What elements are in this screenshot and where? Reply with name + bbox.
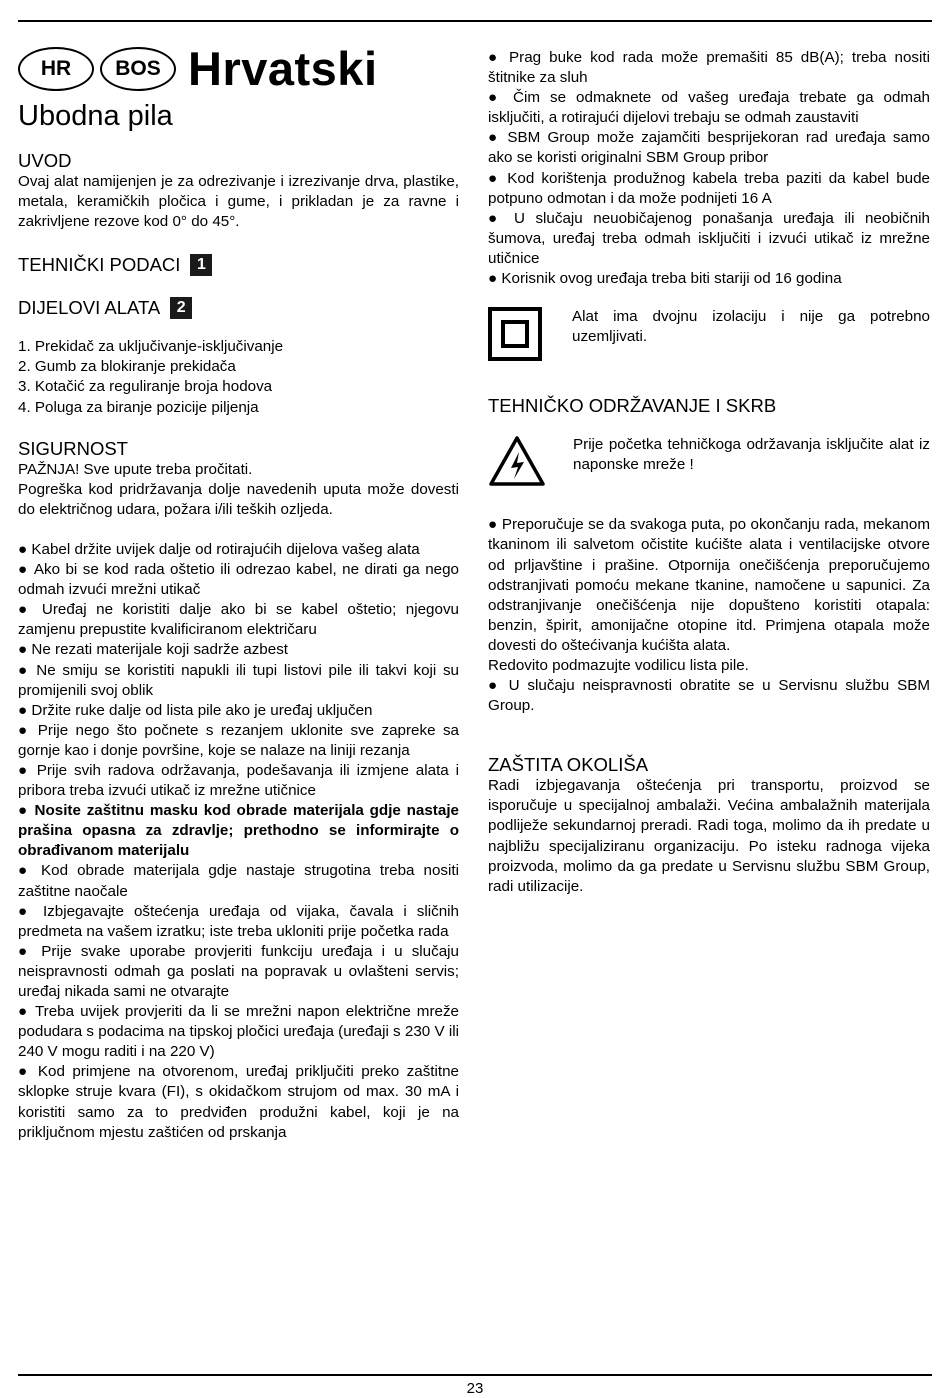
intro-text: Ovaj alat namijenjen je za odrezivanje i izrezivanje drva, plastike, metala, keramičkih pločica i gume, i prikladan je za ravne i zakrivljene rezove kod 0° do 45°.: [18, 173, 459, 231]
double-insulation-text: Alat ima dvojnu izolaciju i nije ga potrebno uzemljivati.: [572, 308, 930, 346]
list-item: ● U slučaju neispravnosti obratite se u Servisnu službu SBM Group.: [488, 676, 930, 716]
language-badge-hr: HR: [18, 47, 94, 91]
safety-heading-text: SIGURNOST: [18, 437, 128, 459]
list-item: ● Ne rezati materijale koji sadrže azbest: [18, 640, 459, 660]
list-item: ● Ne smiju se koristiti napukli ili tupi listovi pile ili takvi koji su promijenili svoj oblik: [18, 661, 459, 701]
parts-heading-text: DIJELOVI ALATA: [18, 297, 161, 319]
list-item: 2. Gumb za blokiranje prekidača: [18, 358, 236, 376]
document-title: Ubodna pila: [18, 100, 173, 132]
warning-line: Pogreška kod pridržavanja dolje navedenih uputa može dovesti do električnog udara, požara i/ili teških ozljeda.: [18, 480, 459, 518]
maintenance-heading-text: TEHNIČKO ODRŽAVANJE I SKRB: [488, 395, 777, 417]
maintenance-warning-text: Prije početka tehničkoga održavanja isključite alat iz naponske mreže !: [573, 436, 930, 474]
safety-bullet-list-continued: [488, 48, 930, 289]
language-badge-bos: BOS: [100, 47, 176, 91]
list-item: ● Kod obrade materijala gdje nastaje strugotina treba nositi zaštitne naočale: [18, 861, 459, 901]
list-item: ● Izbjegavajte oštećenja uređaja od vijaka, čavala i sličnih predmeta na vašem izratku; iste treba ukloniti prije početka rada: [18, 902, 459, 942]
list-item: ● U slučaju neuobičajenog ponašanja uređaja ili neobičnih šumova, uređaj treba odmah isključiti i izvući utikač iz mrežne utičnice: [488, 209, 930, 269]
list-item: ● Uređaj ne koristiti dalje ako bi se kabel oštetio; njegovu zamjenu prepustite kvalificiranom električaru: [18, 600, 459, 640]
environment-heading: [488, 754, 930, 776]
maintenance-heading: [488, 395, 930, 417]
double-insulation-note: [488, 307, 930, 367]
page-number: 23: [466, 1380, 484, 1397]
maintenance-warning: [488, 435, 930, 493]
double-insulation-icon: [488, 307, 572, 367]
maintenance-body: [488, 515, 930, 716]
intro-heading: [18, 150, 459, 172]
list-item: ● Kabel držite uvijek dalje od rotirajućih dijelova vašeg alata: [18, 540, 459, 560]
technical-heading-text: TEHNIČKI PODACI: [18, 254, 181, 276]
environment-text: Radi izbjegavanja oštećenja pri transportu, proizvod se isporučuje u specijalnoj ambalaži. Većina ambalažnih materijala podliježe sekundarnoj preradi. Radi toga, molimo da ih predate u najbližu specijaliziranu organizaciju. Po isteku radnoga vijeka proizvoda, molimo da ga predate u Servisnu službu SBM Group, radi utilizacije.: [488, 777, 930, 895]
safety-bullet-list: [18, 540, 459, 1143]
parts-heading: [18, 297, 459, 319]
list-item: ● Držite ruke dalje od lista pile ako je uređaj uključen: [18, 701, 459, 721]
list-item: ● Treba uvijek provjeriti da li se mrežni napon električne mreže podudara s podacima na tipskoj pločici uređaja (uređaji s 230 V ili 240 V mogu raditi i na 220 V): [18, 1002, 459, 1062]
parts-list: [18, 337, 459, 417]
maintenance-line: Redovito podmazujte vodilicu lista pile.: [488, 656, 749, 674]
list-item: ● Prije svih radova održavanja, podešavanja ili izmjene alata i pribora treba izvući utikač iz mrežne utičnice: [18, 761, 459, 801]
list-item: ● Kod korištenja produžnog kabela treba paziti da kabel bude potpuno odmotan i da može podnijeti 16 A: [488, 169, 930, 209]
list-item: ● Kod primjene na otvorenom, uređaj priključiti preko zaštitne sklopke struje kvara (FI), s okidačkom strujom od max. 30 mA i koristiti samo za to predviđen produžni kabel, koji je na priključnom mjestu zaštićen od prskanja: [18, 1062, 459, 1142]
list-item: ● Ako bi se kod rada oštetio ili odrezao kabel, ne dirati ga nego odmah izvući mrežni utikač: [18, 560, 459, 600]
list-item: ● Prije svake uporabe provjeriti funkciju uređaja i u slučaju neispravnosti odmah ga poslati na popravak u ovlašteni servis; uređaj nikada sami ne otvarajte: [18, 942, 459, 1002]
safety-heading: [18, 438, 459, 460]
figure-ref-2: 2: [170, 297, 192, 319]
intro-heading-text: UVOD: [18, 150, 72, 171]
language-header: [18, 40, 459, 98]
left-column: [18, 40, 459, 1143]
list-item: 3. Kotačić za reguliranje broja hodova: [18, 378, 273, 396]
bottom-rule: [18, 1374, 932, 1376]
technical-heading: [18, 254, 459, 276]
list-item: ● Čim se odmaknete od vašeg uređaja trebate ga odmah isključiti, a rotirajući dijelovi trebaju se odmah zaustaviti: [488, 88, 930, 128]
list-item: ● Prije nego što počnete s rezanjem uklonite sve zapreke sa gornje kao i donje površine, koje se nalaze na liniji rezanja: [18, 721, 459, 761]
list-item: ● Korisnik ovog uređaja treba biti stariji od 16 godina: [488, 269, 930, 289]
list-item: ● SBM Group može zajamčiti besprijekoran rad uređaja samo ako se koristi originalni SBM Group pribor: [488, 128, 930, 168]
right-column: [488, 48, 930, 897]
figure-ref-1: 1: [190, 254, 212, 276]
language-title: Hrvatski: [188, 41, 378, 95]
list-item: ● Prag buke kod rada može premašiti 85 dB(A); treba nositi štitnike za sluh: [488, 48, 930, 88]
list-item: 4. Poluga za biranje pozicije piljenja: [18, 398, 259, 416]
warning-line: PAŽNJA! Sve upute treba pročitati.: [18, 460, 253, 478]
environment-heading-text: ZAŠTITA OKOLIŠA: [488, 754, 649, 776]
top-rule: [18, 20, 932, 22]
list-item: 1. Prekidač za uključivanje-isključivanje: [18, 338, 284, 356]
electrical-hazard-icon: [488, 435, 573, 493]
list-item: ● Preporučuje se da svakoga puta, po okončanju rada, mekanom tkaninom ili salvetom očistite kućište alata i ventilacijske otvore od prljavštine i prašine. Otpornija onečišćenja preporučujemo odstranjivati pomoću mekane tkanine, namočene u sapunici. Za odstranjivanje onečišćenja nije dopušteno koristiti otapala: benzin, špirit, amonijačne otopine itd. Primjena otapala može dovesti do oštećivanja kućišta alata.: [488, 515, 930, 656]
list-item: ● Nosite zaštitnu masku kod obrade materijala gdje nastaje prašina opasna za zdravlje; prethodno se informirajte o obrađivanom materijalu: [18, 801, 459, 861]
